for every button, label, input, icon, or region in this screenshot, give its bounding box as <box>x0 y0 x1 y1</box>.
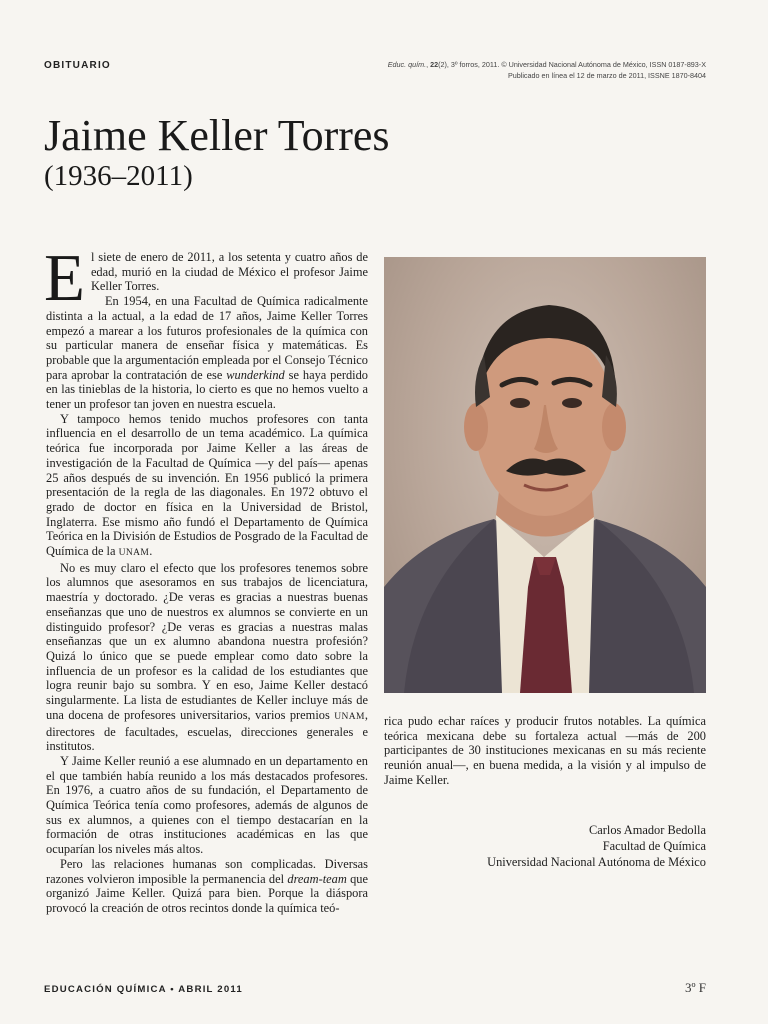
small-caps-unam: UNAM <box>118 548 150 559</box>
author-university: Universidad Nacional Autónoma de México <box>487 855 706 870</box>
citation-journal: Educ. quím. <box>387 60 427 69</box>
portrait-illustration <box>384 257 706 693</box>
page-number: 3º F <box>684 980 706 995</box>
citation-online: Publicado en línea el 12 de marzo de 2011, ISSNE 1870-8404 <box>507 70 706 80</box>
article-dates: (1936–2011) <box>44 160 193 192</box>
paragraph-7: rica pudo echar raíces y producir frutos notables. La química teórica mexicana debe su fortaleza actual —más de 200 participantes de 30 instituciones mexicanas en su más reciente reunión anual—, en buena medida, a la visión y al impulso de Jaime Keller. <box>384 714 706 787</box>
citation: Educ. quím., 22(2), 3º forros, 2011. © Universidad Nacional Autónoma de México, ISSN 0187-893-X Publicado en línea el 12 de marzo de 2011, ISSNE 1870-8404 <box>286 60 706 81</box>
left-column <box>44 241 369 916</box>
small-caps-unam: UNAM <box>334 711 365 722</box>
citation-volume: 22 <box>430 60 439 69</box>
citation-rest: (2), 3º forros, 2011. © Universidad Nacional Autónoma de México, ISSN 0187-893-X <box>438 60 706 69</box>
drop-cap: E <box>44 241 85 315</box>
footer-journal: EDUCACIÓN QUÍMICA • ABRIL 2011 <box>44 984 243 995</box>
paragraph-4: No es muy claro el efecto que los profesores tenemos sobre los alumnos que asesoramos en sus trabajos de licenciatura, maestría y doctorado. ¿De veras es gracias a nuestras buenas enseñanzas que uno de nuestros ex alumnos se convierte en un distinguido profesor? ¿De veras es gracias a nuestras malas enseñanzas que un ex alumno abandona nuestra profesión? Quizá lo único que se puede emplear como dato sobre la influencia de un profesor es la calidad de los estudiantes que logra reunir bajo su sombra. Y en eso, Jaime Keller destacó singularmente. La lista de estudiantes de Keller incluye más de una docena de profesores universitarios, varios premios UNAM, directores de facultades, escuelas, direcciones generales e institutos. <box>46 560 368 754</box>
paragraph-5: Y Jaime Keller reunió a ese alumnado en un departamento en el que también había reunido a los más destacados profesores. En 1976, a cuatro años de su fundación, el Departamento de Química Teórica tenía como profesores, además de algunos de sus ex alumnos, a quienes con el tiempo destacarían en la formación de otras instituciones académicas en las que ocuparían los niveles más altos. <box>46 753 368 857</box>
paragraph-3: Y tampoco hemos tenido muchos profesores con tanta influencia en el desarrollo de un tema académico. La química teórica fue incorporada por Jaime Keller a las áreas de investigación de la Facultad de Química —y del país— apenas 25 años después de su invención. En 1956 publicó la primera presentación de la regla de las diagonales. En 1972 obtuvo el grado de doctor en física en la Universidad de Bristol, Inglaterra. Ese mismo año fundó el Departamento de Química Teórica en la División de Estudios de Posgrado de la Facultad de Química de la UNAM. <box>46 411 368 559</box>
author-signature <box>386 822 706 871</box>
author-name: Carlos Amador Bedolla <box>588 823 706 837</box>
paragraph-6: Pero las relaciones humanas son complicadas. Diversas razones volvieron imposible la permanencia del dream-team que organizó Jaime Keller. Quizá para bien. Porque la diáspora provocó la creación de otros recintos donde la química teó- <box>46 856 368 915</box>
italic-term: wunderkind <box>226 367 285 382</box>
article-title: Jaime Keller Torres <box>44 111 390 160</box>
paragraph-1: El siete de enero de 2011, a los setenta y cuatro años de edad, murió en la ciudad de México el profesor Jaime Keller Torres. <box>44 241 368 315</box>
portrait-photo <box>384 257 706 693</box>
italic-term: dream-team <box>287 871 347 886</box>
right-column <box>384 714 706 788</box>
section-label: OBITUARIO <box>44 60 111 71</box>
author-faculty: Facultad de Química <box>602 839 706 854</box>
paragraph-2: En 1954, en una Facultad de Química radicalmente distinta a la actual, a la edad de 17 años, Jaime Keller Torres empezó a marear a los futuros profesionales de la química con su particular manera de enseñar física y matemáticas. Es probable que la argumentación empleada por el Consejo Técnico para aprobar la contratación de ese wunderkind se haya perdido en las tinieblas de la historia, lo cierto es que no hemos vuelto a tener un profesor tan joven en nuestra escuela. <box>46 294 369 412</box>
